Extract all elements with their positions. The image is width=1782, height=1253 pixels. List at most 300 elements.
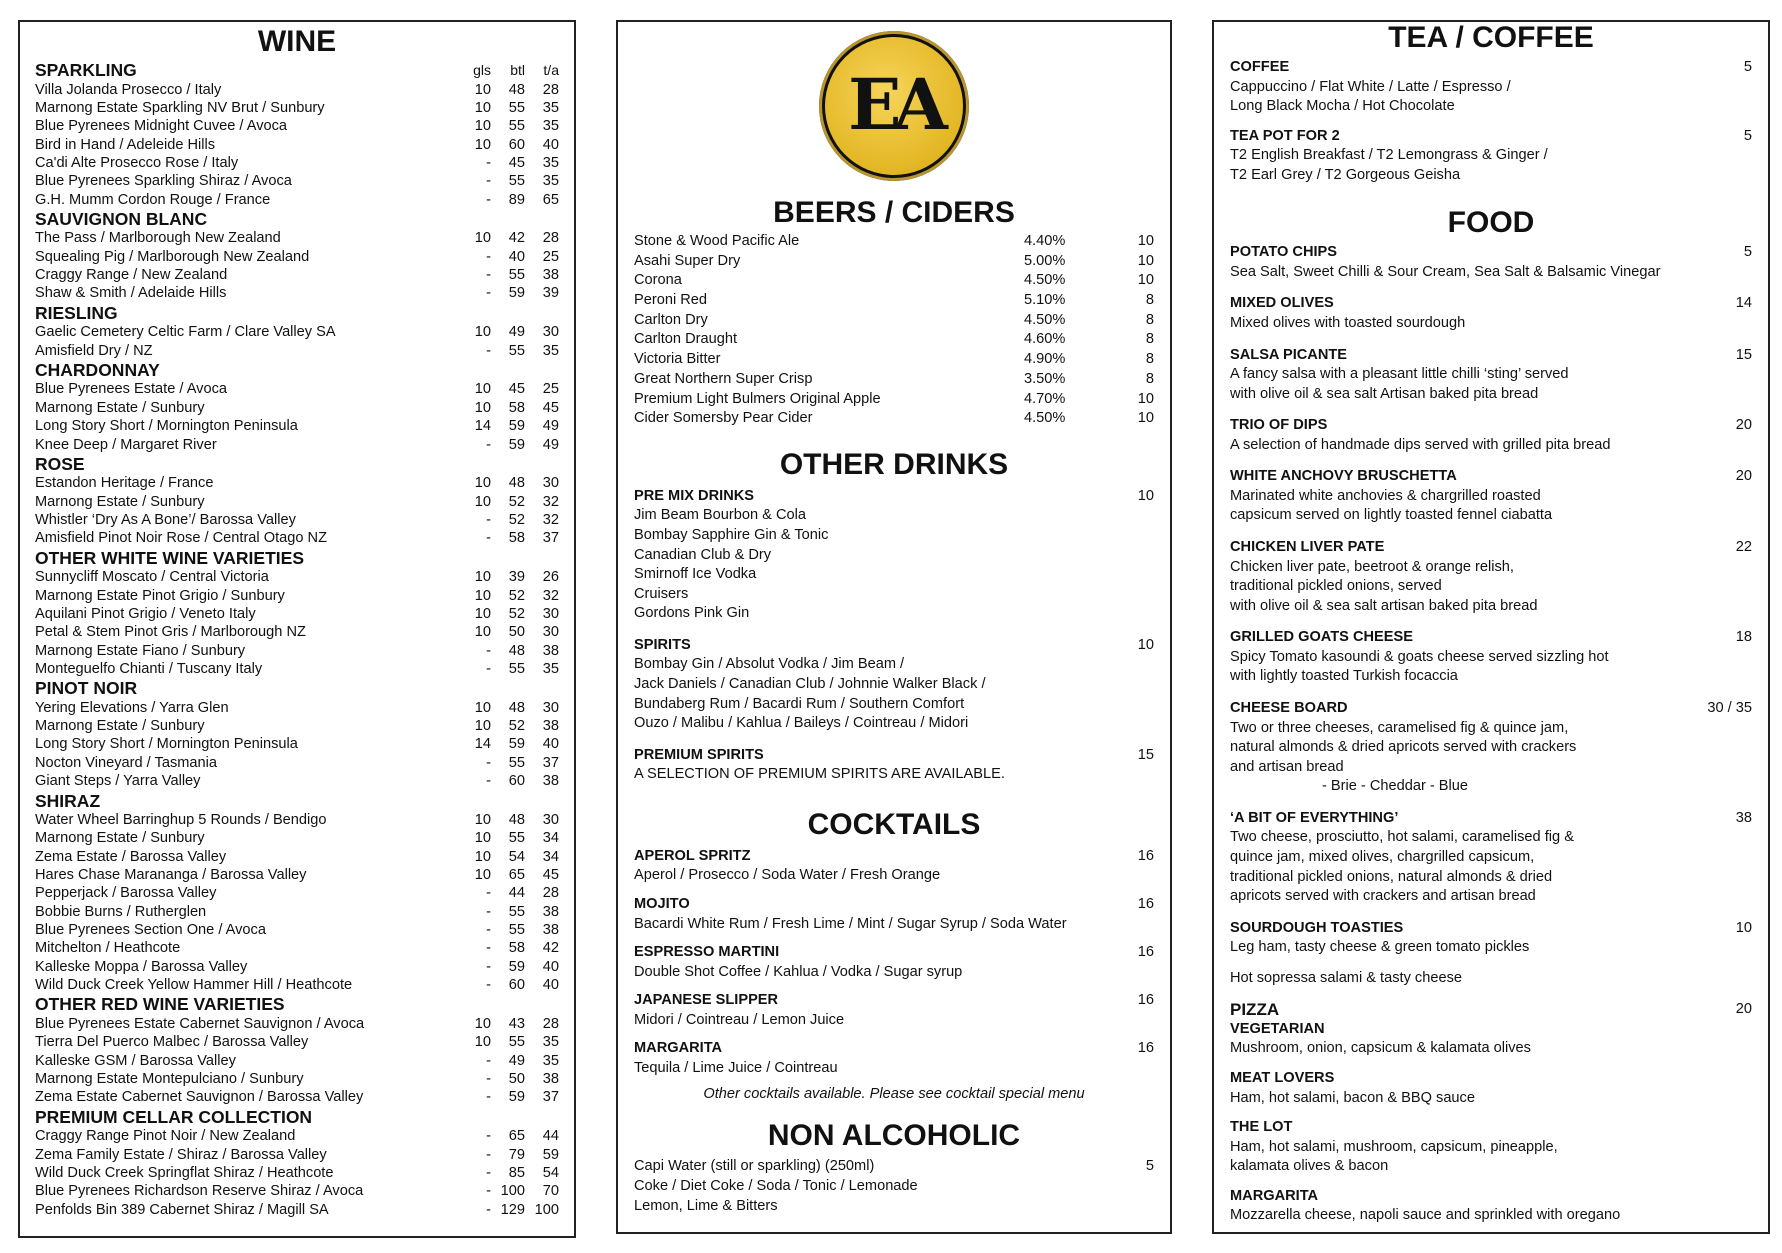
beer-abv: 4.90%	[1024, 351, 1066, 368]
glass-price: -	[486, 1164, 491, 1181]
takeaway-price: 35	[542, 118, 559, 135]
wine-category-row	[35, 548, 559, 569]
glass-price: 10	[474, 381, 491, 398]
wine-column-header	[457, 548, 491, 569]
wine-panel	[18, 20, 576, 1238]
wine-name: Marnong Estate Fiano / Sunbury	[35, 642, 246, 659]
wine-row	[35, 1146, 559, 1164]
wine-column-header	[525, 678, 559, 699]
food-title: FOOD	[1447, 206, 1535, 240]
wine-row	[35, 605, 559, 623]
food-price: 20	[1735, 417, 1752, 434]
beer-abv: 4.50%	[1024, 272, 1066, 289]
bottle-price: 54	[508, 848, 525, 865]
wine-category: PINOT NOIR	[35, 678, 138, 699]
beer-price: 10	[1137, 390, 1154, 407]
food-line: quince jam, mixed olives, chargrilled capsicum,	[1230, 848, 1535, 865]
takeaway-price: 40	[542, 958, 559, 975]
beer-abv: 3.50%	[1024, 370, 1066, 387]
wine-column-header	[457, 1107, 491, 1128]
wine-category: CHARDONNAY	[35, 359, 160, 380]
glass-price: 10	[474, 624, 491, 641]
takeaway-price: 40	[542, 736, 559, 753]
wine-name: Marnong Estate Pinot Grigio / Sunbury	[35, 587, 285, 604]
food-list	[1214, 243, 1768, 988]
takeaway-price: 42	[542, 940, 559, 957]
glass-price: -	[486, 191, 491, 208]
wine-name: The Pass / Marlborough New Zealand	[35, 230, 281, 247]
food-header	[1230, 628, 1752, 648]
drink-group-header	[634, 636, 1154, 656]
wine-row	[35, 903, 559, 921]
bottle-price: 52	[508, 493, 525, 510]
beer-row	[634, 252, 1154, 272]
wine-column-header	[457, 454, 491, 475]
wine-name: Hares Chase Marananga / Barossa Valley	[35, 867, 307, 884]
glass-price: -	[486, 1183, 491, 1200]
takeaway-price: 30	[542, 699, 559, 716]
takeaway-price: 45	[542, 399, 559, 416]
wine-row	[35, 1127, 559, 1145]
beer-row	[634, 311, 1154, 331]
wine-row	[35, 511, 559, 529]
drink-line: Cruisers	[634, 585, 689, 602]
bottle-price: 55	[508, 754, 525, 771]
glass-price: -	[486, 1070, 491, 1087]
cocktail-price: 16	[1137, 896, 1154, 912]
wine-name: Marnong Estate Sparkling NV Brut / Sunbury	[35, 99, 325, 116]
pizza-desc: Mozzarella cheese, napoli sauce and sprinkled with oregano	[1230, 1207, 1621, 1224]
wine-category: SPARKLING	[35, 60, 137, 80]
bottle-price: 55	[508, 922, 525, 939]
wine-row	[35, 772, 559, 790]
takeaway-price: 65	[542, 191, 559, 208]
wine-row	[35, 1052, 559, 1070]
wine-category: ROSE	[35, 453, 85, 474]
wine-column-header	[457, 994, 491, 1015]
beer-abv: 4.50%	[1024, 410, 1066, 427]
wine-category-row	[35, 209, 559, 230]
food-name: WHITE ANCHOVY BRUSCHETTA	[1230, 468, 1457, 485]
cocktail-desc: Aperol / Prosecco / Soda Water / Fresh Orange	[634, 867, 941, 884]
other-drinks-title: OTHER DRINKS	[779, 447, 1009, 481]
wine-row	[35, 660, 559, 678]
wine-name: Kalleske GSM / Barossa Valley	[35, 1052, 236, 1069]
wine-row	[35, 1182, 559, 1200]
bottle-price: 60	[508, 773, 525, 790]
wine-row	[35, 380, 559, 398]
glass-price: 10	[474, 699, 491, 716]
wine-row	[35, 939, 559, 957]
pizza-name: VEGETARIAN	[1230, 1020, 1325, 1037]
glass-price: 10	[474, 493, 491, 510]
bottle-price: 60	[508, 136, 525, 153]
pizza-list	[1230, 1020, 1752, 1226]
wine-category-row	[35, 60, 559, 81]
takeaway-price: 39	[542, 285, 559, 302]
non-alcoholic-list	[618, 1157, 1170, 1216]
beer-abv: 5.10%	[1024, 292, 1066, 309]
bottle-price: 44	[508, 885, 525, 902]
cocktail-price: 16	[1137, 1040, 1154, 1057]
food-line: Hot sopressa salami & tasty cheese	[1230, 969, 1462, 986]
food-line: Marinated white anchovies & chargrilled roasted	[1230, 487, 1541, 504]
drink-group-price: 10	[1137, 636, 1154, 653]
pizza-desc: Mushroom, onion, capsicum & kalamata olives	[1230, 1040, 1531, 1057]
beer-abv: 4.60%	[1024, 331, 1066, 348]
cocktail-name: MOJITO	[634, 896, 690, 912]
wine-name: Penfolds Bin 389 Cabernet Shiraz / Magill SA	[35, 1201, 329, 1218]
drink-line: Bundaberg Rum / Bacardi Rum / Southern Comfort	[634, 695, 965, 712]
cocktail-header	[634, 895, 1154, 915]
wine-row	[35, 623, 559, 641]
food-line: with olive oil & sea salt Artisan baked pita bread	[1230, 385, 1539, 402]
beer-row	[634, 350, 1154, 370]
glass-price: 10	[474, 324, 491, 341]
wine-name: G.H. Mumm Cordon Rouge / France	[35, 191, 271, 208]
wine-category-row	[35, 791, 559, 812]
beer-row	[634, 330, 1154, 350]
wine-name: Marnong Estate / Sunbury	[35, 399, 205, 416]
glass-price: 10	[474, 136, 491, 153]
glass-price: -	[486, 512, 491, 529]
bottle-price: 55	[508, 118, 525, 135]
bottle-price: 45	[508, 381, 525, 398]
wine-column-header	[525, 209, 559, 230]
wine-row	[35, 717, 559, 735]
glass-price: 10	[474, 81, 491, 98]
bottle-price: 43	[508, 1015, 525, 1032]
food-price: 18	[1735, 629, 1752, 646]
drink-group-header	[634, 746, 1154, 766]
food-line: apricots served with crackers and artisan bread	[1230, 888, 1536, 905]
wine-row	[35, 191, 559, 209]
food-line: capsicum served on lightly toasted fennel ciabatta	[1230, 507, 1553, 524]
wine-column-header	[525, 1107, 559, 1128]
takeaway-price: 100	[534, 1201, 559, 1218]
glass-price: 10	[474, 230, 491, 247]
wine-name: Squealing Pig / Marlborough New Zealand	[35, 248, 310, 265]
takeaway-price: 38	[542, 642, 559, 659]
food-line: traditional pickled onions, natural almonds & dried	[1230, 868, 1553, 885]
wine-row	[35, 342, 559, 360]
pizza-desc: Ham, hot salami, bacon & BBQ sauce	[1230, 1089, 1475, 1106]
pizza-price: 20	[1735, 1001, 1752, 1018]
wine-column-header	[525, 360, 559, 381]
takeaway-price: 38	[542, 267, 559, 284]
wine-row	[35, 529, 559, 547]
beer-name: Victoria Bitter	[634, 351, 721, 368]
wine-row	[35, 81, 559, 99]
wine-name: Long Story Short / Mornington Peninsula	[35, 736, 298, 753]
beer-row	[634, 291, 1154, 311]
bottle-price: 50	[508, 624, 525, 641]
wine-name: Blue Pyrenees Estate Cabernet Sauvignon / Avoca	[35, 1015, 365, 1032]
food-line: Leg ham, tasty cheese & green tomato pickles	[1230, 939, 1530, 956]
wine-column-header	[491, 209, 525, 230]
glass-price: -	[486, 1201, 491, 1218]
drink-group-price: 15	[1137, 746, 1154, 763]
cocktail-header	[634, 991, 1154, 1011]
glass-price: -	[486, 267, 491, 284]
tea-coffee-line: Long Black Mocha / Hot Chocolate	[1230, 98, 1455, 115]
food-name: TRIO OF DIPS	[1230, 417, 1328, 434]
bottle-price: 55	[508, 1034, 525, 1051]
wine-row	[35, 117, 559, 135]
food-price: 22	[1735, 539, 1752, 556]
beer-price: 10	[1137, 233, 1154, 249]
bottle-price: 59	[508, 1089, 525, 1106]
wine-name: Petal & Stem Pinot Gris / Marlborough NZ	[35, 624, 306, 641]
wine-row	[35, 1164, 559, 1182]
pizza-name: THE LOT	[1230, 1119, 1293, 1136]
tea-coffee-header	[1230, 58, 1752, 78]
tea-coffee-name: TEA POT FOR 2	[1230, 127, 1340, 144]
bottle-price: 59	[508, 418, 525, 435]
wine-name: Zema Family Estate / Shiraz / Barossa Valley	[35, 1146, 327, 1163]
takeaway-price: 28	[542, 1015, 559, 1032]
bottle-price: 65	[508, 867, 525, 884]
wine-name: Blue Pyrenees Richardson Reserve Shiraz / Avoca	[35, 1183, 364, 1200]
food-header	[1230, 243, 1752, 263]
bottle-price: 42	[508, 230, 525, 247]
drink-line: Ouzo / Malibu / Kahlua / Baileys / Cointreau / Midori	[634, 715, 969, 732]
glass-price: -	[486, 1089, 491, 1106]
wine-row	[35, 1033, 559, 1051]
wine-column-header	[491, 360, 525, 381]
cocktail-price: 16	[1137, 847, 1154, 864]
takeaway-price: 32	[542, 587, 559, 604]
tea-coffee-price: 5	[1743, 59, 1752, 75]
non-alcoholic-line: Coke / Diet Coke / Soda / Tonic / Lemonade	[634, 1177, 918, 1194]
takeaway-price: 35	[542, 1034, 559, 1051]
wine-name: Marnong Estate / Sunbury	[35, 718, 205, 735]
food-name: CHEESE BOARD	[1230, 700, 1348, 716]
glass-price: -	[486, 173, 491, 190]
cocktail-desc: Double Shot Coffee / Kahlua / Vodka / Sugar syrup	[634, 963, 963, 980]
food-name: GRILLED GOATS CHEESE	[1230, 629, 1413, 646]
bottle-price: 55	[508, 99, 525, 116]
bottle-price: 89	[508, 191, 525, 208]
beer-name: Peroni Red	[634, 292, 708, 309]
food-line: A fancy salsa with a pleasant little chilli ‘sting’ served	[1230, 366, 1569, 383]
wine-row	[35, 266, 559, 284]
cocktail-header	[634, 943, 1154, 963]
food-name: ‘A BIT OF EVERYTHING’	[1230, 809, 1399, 826]
glass-price: -	[486, 1052, 491, 1069]
wine-row	[35, 587, 559, 605]
wine-category: RIESLING	[35, 302, 118, 323]
glass-price: -	[486, 1146, 491, 1163]
food-line: and artisan bread	[1230, 758, 1344, 775]
takeaway-price: 70	[542, 1183, 559, 1200]
drink-group-price: 10	[1137, 487, 1154, 504]
wine-column-header	[457, 678, 491, 699]
glass-price: 10	[474, 587, 491, 604]
wine-row	[35, 829, 559, 847]
food-price: 5	[1743, 244, 1752, 261]
bottle-price: 129	[500, 1201, 525, 1218]
wine-name: Whistler ‘Dry As A Bone’/ Barossa Valley	[35, 512, 296, 529]
bottle-price: 55	[508, 660, 525, 677]
wine-row	[35, 474, 559, 492]
food-header	[1230, 919, 1752, 939]
bottle-price: 65	[508, 1128, 525, 1145]
glass-price: -	[486, 285, 491, 302]
wine-name: Sunnycliff Moscato / Central Victoria	[35, 569, 269, 586]
food-name: SOURDOUGH TOASTIES	[1230, 919, 1404, 936]
beers-title: BEERS / CIDERS	[773, 196, 1015, 229]
bottle-price: 55	[508, 342, 525, 359]
beer-abv: 4.40%	[1024, 233, 1066, 249]
food-name: CHICKEN LIVER PATE	[1230, 539, 1385, 556]
wine-row	[35, 417, 559, 435]
wine-list	[20, 60, 574, 1219]
wine-name: Aquilani Pinot Grigio / Veneto Italy	[35, 605, 256, 622]
wine-row	[35, 884, 559, 902]
glass-price: 10	[474, 399, 491, 416]
glass-price: -	[486, 885, 491, 902]
wine-row	[35, 642, 559, 660]
tea-coffee-price: 5	[1743, 127, 1752, 144]
drink-line: Gordons Pink Gin	[634, 605, 750, 622]
beer-price: 8	[1145, 311, 1154, 328]
drinks-panel	[616, 20, 1172, 1234]
glass-price: -	[486, 530, 491, 547]
takeaway-price: 54	[542, 1164, 559, 1181]
wine-category-row	[35, 360, 559, 381]
tea-coffee-title: TEA / COFFEE	[1388, 21, 1594, 54]
wine-column-header	[491, 454, 525, 475]
takeaway-price: 38	[542, 922, 559, 939]
tea-coffee-name: COFFEE	[1230, 59, 1290, 75]
glass-price: -	[486, 773, 491, 790]
beer-price: 8	[1145, 331, 1154, 348]
takeaway-price: 38	[542, 718, 559, 735]
food-line: with olive oil & sea salt artisan baked pita bread	[1230, 597, 1538, 614]
beer-name: Carlton Dry	[634, 311, 708, 328]
beer-price: 10	[1137, 252, 1154, 269]
wine-column-header	[525, 791, 559, 812]
cocktail-name: MARGARITA	[634, 1040, 723, 1057]
glass-price: 10	[474, 718, 491, 735]
takeaway-price: 30	[542, 475, 559, 492]
beer-row	[634, 409, 1154, 429]
food-header	[1230, 294, 1752, 314]
takeaway-price: 25	[542, 248, 559, 265]
wine-column-header	[525, 994, 559, 1015]
glass-price: 10	[474, 867, 491, 884]
wine-row	[35, 958, 559, 976]
glass-price: 10	[474, 830, 491, 847]
beer-price: 8	[1145, 351, 1154, 368]
other-drinks-list	[618, 487, 1170, 785]
food-line: Spicy Tomato kasoundi & goats cheese served sizzling hot	[1230, 648, 1609, 665]
food-name: MIXED OLIVES	[1230, 295, 1334, 312]
glass-price: -	[486, 248, 491, 265]
takeaway-price: 30	[542, 812, 559, 828]
takeaway-price: 38	[542, 1070, 559, 1087]
glass-price: 10	[474, 1015, 491, 1032]
wine-name: Yering Elevations / Yarra Glen	[35, 699, 229, 716]
wine-row	[35, 699, 559, 717]
takeaway-price: 37	[542, 754, 559, 771]
beer-name: Asahi Super Dry	[634, 252, 741, 269]
food-header	[1230, 538, 1752, 558]
takeaway-price: 28	[542, 885, 559, 902]
wine-column-header	[525, 303, 559, 324]
food-price: 30 / 35	[1707, 700, 1752, 716]
food-line: - Brie - Cheddar - Blue	[1322, 778, 1468, 795]
wine-category-row	[35, 994, 559, 1015]
bottle-price: 48	[508, 812, 525, 828]
logo-text: EA	[848, 63, 940, 146]
food-panel	[1212, 20, 1770, 1234]
wine-column-header	[491, 994, 525, 1015]
beer-row	[634, 232, 1154, 252]
wine-column-header	[491, 303, 525, 324]
cocktail-price: 16	[1137, 944, 1154, 961]
pizza-title: PIZZA	[1230, 1000, 1280, 1020]
bottle-price: 45	[508, 154, 525, 171]
beer-row	[634, 271, 1154, 291]
food-line	[1230, 958, 1752, 969]
tea-coffee-line: Cappuccino / Flat White / Latte / Espresso /	[1230, 78, 1511, 95]
wine-name: Marnong Estate / Sunbury	[35, 830, 205, 847]
food-line: natural almonds & dried apricots served with crackers	[1230, 739, 1577, 756]
wine-name: Gaelic Cemetery Celtic Farm / Clare Valley SA	[35, 324, 336, 341]
food-header	[1230, 346, 1752, 366]
wine-name: Tierra Del Puerco Malbec / Barossa Valley	[35, 1034, 309, 1051]
takeaway-price: 28	[542, 230, 559, 247]
wine-row	[35, 754, 559, 772]
food-line: Two cheese, prosciutto, hot salami, caramelised fig &	[1230, 829, 1574, 846]
glass-price: -	[486, 436, 491, 453]
wine-name: Amisfield Pinot Noir Rose / Central Otago NZ	[35, 530, 327, 547]
beer-list	[618, 232, 1170, 429]
beer-abv: 4.70%	[1024, 390, 1066, 407]
wine-category: OTHER RED WINE VARIETIES	[35, 994, 285, 1015]
takeaway-price: 35	[542, 342, 559, 359]
bottle-price: 52	[508, 605, 525, 622]
glass-price: 10	[474, 118, 491, 135]
wine-name: Marnong Estate / Sunbury	[35, 493, 205, 510]
tea-coffee-header	[1230, 127, 1752, 147]
wine-column-header	[491, 1107, 525, 1128]
wine-column-header	[457, 791, 491, 812]
takeaway-price: 37	[542, 530, 559, 547]
tea-coffee-line: T2 Earl Grey / T2 Gorgeous Geisha	[1230, 166, 1461, 183]
takeaway-price: 32	[542, 512, 559, 529]
wine-name: Blue Pyrenees Estate / Avoca	[35, 381, 227, 398]
cocktail-name: ESPRESSO MARTINI	[634, 944, 780, 961]
wine-name: Shaw & Smith / Adelaide Hills	[35, 285, 227, 302]
bottle-price: 60	[508, 977, 525, 994]
takeaway-price: 45	[542, 867, 559, 884]
takeaway-price: 38	[542, 903, 559, 920]
food-header	[1230, 809, 1752, 829]
cocktail-header	[634, 1039, 1154, 1059]
bottle-price: 58	[508, 940, 525, 957]
wine-column-header: btl	[510, 62, 525, 78]
food-price: 15	[1735, 346, 1752, 363]
wine-row	[35, 493, 559, 511]
glass-price: -	[486, 642, 491, 659]
glass-price: 10	[474, 1034, 491, 1051]
cocktail-desc: Midori / Cointreau / Lemon Juice	[634, 1011, 845, 1028]
wine-name: Pepperjack / Barossa Valley	[35, 885, 217, 902]
wine-row	[35, 976, 559, 994]
